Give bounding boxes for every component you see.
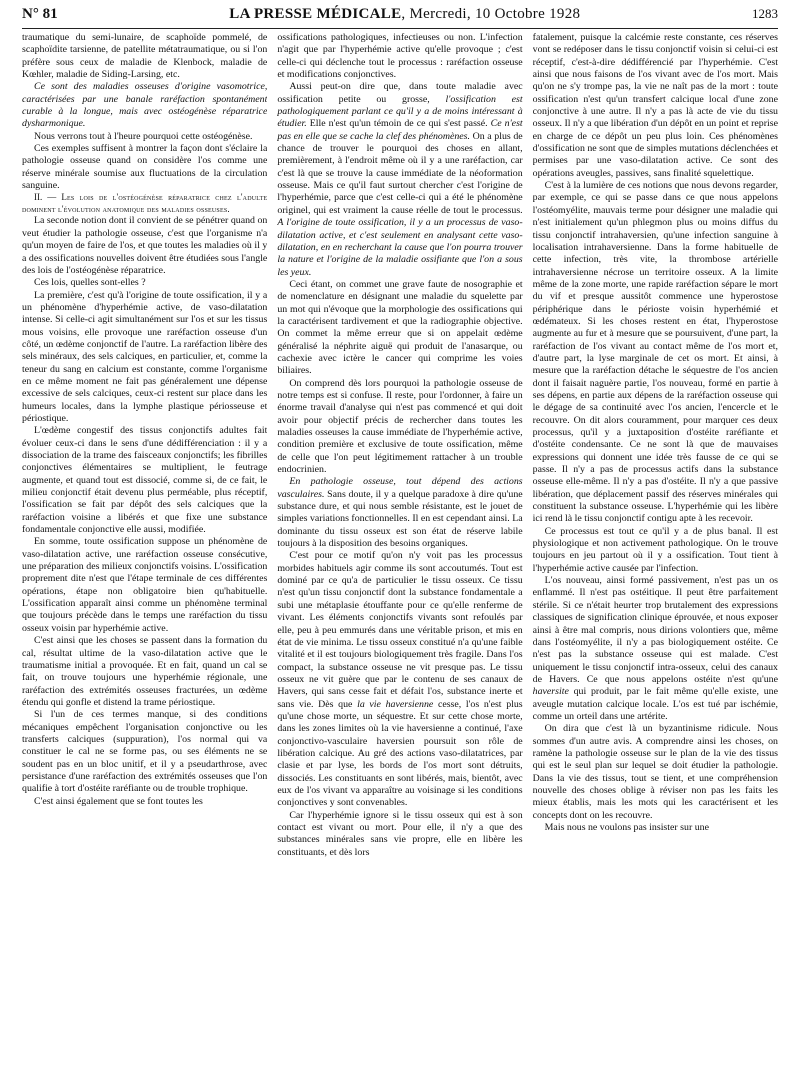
paragraph: Ce processus est tout ce qu'il y a de plus banal. Il est physiologique et non activement pathologique. On le trouve toujours en jeu partout où il y a ossification. Tout tient à l'hyperhémie active causée par l'infection.: [532, 525, 778, 574]
text-run: Elle n'est qu'un témoin de ce qui s'est passé.: [306, 118, 491, 130]
paragraph: En somme, toute ossification suppose un phénomène de vaso-dilatation active, une raréfaction osseuse consécutive, une préparation des milieux conjonctifs voisins. L'ossification proprement dite n'est que l'étape terminale de ces différentes opérations, étape non obligatoire bien qu'habituelle. L'ossification apparaît ainsi comme un phénomène terminal que toujours précède dans le temps une raréfaction du tissu osseux voisin par hyperhémie active.: [22, 536, 268, 634]
paragraph: Si l'un de ces termes manque, si des conditions mécaniques empêchent l'organisation conjonctive ou les transferts calciques (suppuration), l'os normal qui va constituer le cal ne se forme pas, ou ses éléments ne se soudent pas en un bloc unitif, et il y a pseudarthrose, avec persistance d'une raréfaction des extrémités osseuses que l'on qualifie à tort d'ostéite raréfiante ou de trouble trophique.: [22, 709, 268, 795]
paragraph: Ces exemples suffisent à montrer la façon dont s'éclaire la pathologie osseuse quand on considère l'os comme une réserve minérale soumise aux fluctuations de la circulation sanguine.: [22, 143, 268, 192]
emphasis: la vie haversienne: [357, 698, 434, 710]
paragraph: [277, 81, 522, 279]
paragraph: On comprend dès lors pourquoi la pathologie osseuse de notre temps est si confuse. Il reste, pour l'ordonner, à faire un énorme travail d'analyse qui n'est pas commencé et qui doit avoir pour objectif précis de rechercher dans toutes les maladies osseuses la cause immédiate de l'hyperhémie active, condition première et exclusive de toute ossification, même de celle que l'on peut légitimement rattacher à un trouble endocrinien.: [277, 377, 523, 476]
paragraph: La seconde notion dont il convient de se pénétrer quand on veut étudier la pathologie osseuse, c'est que l'organisme n'a qu'un moyen de faire de l'os, et que toutes les maladies où il y a des ossifications nouvelles doivent être étudiées sous l'angle des lois de l'ostéogénèse réparatrice.: [22, 215, 268, 276]
paragraph-italic: [22, 81, 267, 130]
paragraph: Ces lois, quelles sont-elles ?: [34, 277, 146, 289]
column-3: [533, 32, 778, 1082]
paragraph: L'œdème congestif des tissus conjonctifs adultes fait évoluer ceux-ci dans le sens d'une dédifférenciation : il y a dissociation de la trame des faisceaux conjonctifs; les fibrilles conjonctives élémentaires se multiplient, le feutrage augmente, et quand tout est dissocié, comme si, de ce fait, le milieu conjonctif était devenu plus perméable, plus réceptif, l'ossification se fait par dépôt des sels calciques que la raréfaction voisine a libérés et que fixe une substance fondamentale conjonctive elle aussi, modifiée.: [22, 425, 268, 536]
page-number: 1283: [752, 6, 778, 21]
paragraph: On dira que c'est là un byzantinisme ridicule. Nous sommes d'un autre avis. A comprendre ainsi les choses, on ramène la pathologie osseuse sur le plan de la vie des tissus qui est le seul plan sur lequel se doit étudier la pathologie. Dans la vie des tissus, tout se tient, et une compréhension nouvelle des choses oblige à réviser non pas les faits les mieux établis, mais les mots qui les caractérisent et les concepts dont on les recouvre.: [532, 723, 778, 821]
issue-date: Mercredi, 10 Octobre 1928: [409, 5, 581, 22]
issue-number: N° 81: [22, 5, 58, 22]
paragraph: ossifications pathologiques, infectieuses ou non. L'infection n'agit que par l'hyperhémie active qu'elle provoque ; c'est celle-ci qui déclenche tout le processus : raréfaction osseuse et modifications conjonctives.: [277, 32, 523, 81]
column-2: [277, 32, 522, 1082]
article-body: [22, 32, 778, 1082]
text-run: cesse, l'os n'est plus qu'une chose morte, un séquestre. Et sur cette chose morte, dans les zones limites où la vie haversienne a continué, l'axe conjonctivo-vasculaire haversien poursuit son rôle de libération calcique. Au gré des actions vaso-dilatatrices, par clasie et par lyse, les bords de l'os mort sont détruits, dissociés. Les constituants en sont libérés, mais, bientôt, avec eux de l'os vivant va apparaître au voisinage si les conditions conjonctives y sont convenables.: [277, 698, 523, 809]
paragraph: C'est ainsi que les choses se passent dans la formation du cal, résultat ultime de la vaso-dilatation active que le traumatisme initial a provoquée. Et en fait, quand un cal se fait, on trouve toujours une hyperhémie régionale, une raréfaction des extrémités osseuses fracturées, un œdème étendu qui gonfle et distend la trame périostique.: [22, 635, 268, 708]
emphasis: A l'origine de toute ossification, il y a un processus de vaso-dilatation active, et c'est seulement en analysant cette vaso-dilatation, en en recherchant la cause que l'on pourra trouver la nature et l'origine de la maladie ossifiante que l'on a sous les yeux.: [277, 217, 523, 278]
paragraph: [533, 575, 778, 723]
emphasis: En pathologie osseuse, tout dépend des actions vasculaires.: [277, 476, 523, 500]
emphasis: Ce n'est pas en elle que se cache la clef des phénomènes.: [277, 118, 523, 142]
paragraph: Ceci étant, on commet une grave faute de nosographie et de nomenclature en désignant une maladie du squelette par un mot qui n'évoque que la morphologie des ossifications qui la caractérisent tardivement et que la radiographie objective. On commet la même erreur que si on appelait œdème généralisé la néphrite aiguë qui produit de l'anasarque, ou cachexie avec ictère le cancer qui comprime les voies biliaires.: [277, 278, 523, 377]
paragraph: Car l'hyperhémie ignore si le tissu osseux qui est à son contact est vivant ou mort. Pour elle, il n'y a que des substances minérales sans vie propre, elle en libère les constituants, et dès lors: [277, 809, 523, 858]
text-run: Sans doute, il y a quelque paradoxe à dire qu'une substance dure, et qui nous semble résistante, est le jouet de simples variations fonctionnelles. Il en est cependant ainsi. La dominante du tissu osseux est son état de réserve labile toujours à la disposition des besoins organiques.: [277, 488, 523, 550]
paragraph: C'est ainsi également que se font toutes les: [34, 795, 203, 807]
column-1: [22, 32, 267, 1082]
paragraph: C'est à la lumière de ces notions que nous devons regarder, par exemple, ce qui se passe dans ce que nous appelons l'ostéomyélite, mauvais terme pour désigner une maladie qui n'est initialement qu'un phlegmon plus ou moins diffus du tissu conjonctif intrahaversien, qu'une infection sanguine à localisation intrahaversienne. Dans la forme habituelle de cette infection, très vite, la thrombose artérielle intrahaversienne nécrose un territoire osseux. A la limite même de la zone morte, une rapide raréfaction sépare le mort du vif et presque aussitôt commence une hyperostose périphérique dans le périoste voisin hyperhémié et œdémateux. Si les choses restent en état, l'hyperostose augmente au fur et à mesure que se poursuivent, d'une part, la raréfaction de l'os vivant au contact même de l'os mort et, d'autre part, la lyse marginale de cet os mort. Et ainsi, à mesure que la raréfaction détache le séquestre de l'os ancien dont il faisait naguère partie, l'os nouveau, formé en partie à ses dépens, en partie aux dépens de la raréfaction osseuse qui le dégage de sa continuité avec l'os ancien, l'encercle et le recouvre. On dit alors couramment, pour marquer ces deux processus, qu'il y a juxtaposition d'ostéite raréfiante et d'ostéite condensante. Ce ne sont là que de mauvaises expressions qui donnent une idée très fausse de ce qui se passe. Il n'y a pas de processus actifs dans la substance osseuse elle-même. Il n'y a pas d'ostéite. Il n'y a que passive libération, que déplacement passif des réserves minérales qui constituent la substance osseuse. L'hyperhémie qui les libère ici rend là le tissu conjonctif contigu apte à les recevoir.: [532, 180, 778, 525]
text-run: L'os nouveau, ainsi formé passivement, n'est pas un os enflammé. Il n'est pas ostéitique. Il peut être parfaitement stérile. Si ce n'était heurter trop brutalement des expressions classiques de signification clinique éprouvée, et nous exposer ainsi à être mal compris, nous dirions volontiers que, même dans l'ostéomyélite, il n'y a pas biologiquement ostéite. Ce n'est pas la substance osseuse qui est malade. C'est uniquement le tissu conjonctif intra-osseux, celui des canaux de Havers. Ce que nous appelons ostéite n'est qu'une: [532, 575, 778, 685]
paragraph: Mais nous ne voulons pas insister sur une: [544, 822, 709, 833]
section-number: II. —: [34, 192, 62, 203]
text-run: On a plus de chance de trouver le pourquoi des choses en allant, premièrement, à l'endroit même où il y a une raréfaction, car c'est là que se trouve la cause immédiate de la néoformation osseuse. Mais ce qu'il faut surtout chercher c'est l'origine de l'hyperhémie, parce que c'est celle-ci qui a été le phénomène originel, qui est vraiment la cause réelle de tout le processus.: [277, 130, 523, 216]
emphasis: l'ossification est pathologiquement parlant ce qu'il y a de moins intéressant à étudier.: [277, 93, 523, 130]
section-title: Les lois de l'ostéogénèse réparatrice chez l'adulte dominent l'évolution anatomique des maladies osseuses.: [22, 192, 268, 214]
emphasis: Ce sont des maladies osseuses d'origine vasomotrice, caractérisées par une banale raréfaction spontanément curable à la longue, mais avec ostéogénèse réparatrice dysharmonique.: [22, 81, 268, 130]
paragraph: Nous verrons tout à l'heure pourquoi cette ostéogénèse.: [34, 130, 253, 142]
journal-masthead: LA PRESSE MÉDICALE, Mercredi, 10 Octobre 1928: [229, 5, 581, 22]
paragraph: La première, c'est qu'à l'origine de toute ossification, il y a un phénomène d'hyperhémie active, de vaso-dilatation intense. Si celle-ci agit simultanément sur l'os et sur les tissus mous voisins, elle provoque une raréfaction osseuse d'un côté, un œdème conjonctif de l'autre. La raréfaction libère des sels minéraux, des sels calciques, en particulier, et, comme la teneur du sang en calcium est constante, comme l'organisme en ce même moment ne fait pas généralement une dépense excessive de sels calciques, ceux-ci restent sur place dans les humeurs locales, dans la lymphe plastique périosseuse et périostique.: [22, 289, 268, 424]
section-heading: [22, 192, 267, 215]
emphasis: haversite: [532, 686, 569, 698]
text-run: qui produit, par le fait même qu'elle existe, une aveugle mutation calcique locale. L'os est tué par ischémie, comme un orteil dans une artérite.: [532, 686, 778, 722]
text-run: C'est pour ce motif qu'on n'y voit pas les processus morbides habituels agir comme ils sont accoutumés. Tout est dominé par ce qu'a de particulier le tissu osseux. Ce tissu n'est qu'un tissu conjonctif dont la substance fondamentale a subi une métaplasie étouffante pour ce qu'elle renferme de vivant. Les éléments conjonctifs vivants sont refoulés par elle, peu à peu emmurés dans une véritable prison, et mis en état de vie minima. Le tissu osseux constitué n'a qu'une faible vitalité et il est toujours biologiquement très fragile. Dans l'os compact, la substance osseuse ne vit presque pas. Le tissu osseux ne vit guère que par le contenu de ses canaux de Havers, qui sans cesse fait et défait l'os, substance inerte et sans vie. Dès que: [277, 550, 523, 710]
running-header: [22, 0, 778, 29]
journal-title: LA PRESSE MÉDICALE: [229, 5, 402, 22]
paragraph: traumatique du semi-lunaire, de scaphoïde pommelé, de scaphoïdite tarsienne, de patellite métatraumatique, ou si l'on préfère sous ceux de maladie de Klenbock, maladie de Kœhler, maladie de Siding-Larsing, etc.: [22, 32, 268, 81]
paragraph: [277, 550, 522, 809]
paragraph: fatalement, puisque la calcémie reste constante, ces réserves vont se redéposer dans le tissu conjonctif voisin si celui-ci est réceptif, c'est-à-dire dédifférencié par l'hyperhémie. C'est ainsi que nous faisons de l'os vivant avec de l'os mort. Mais qu'on ne s'y trompe pas, la vie ne naît pas de la mort : toute ossification n'est qu'un transfert calcique local d'une zone conjonctive à une autre. Il n'y a pas là acte de vie du tissu osseux. Il n'y a que libération d'un dépôt en un point et reprise en charge de ce dépôt un peu plus loin. Ces phénomènes d'ossification ne sont que de simples mutations déclenchées et permises par une vaso-dilatation active. Ce sont des opérations aveugles, passives, sans finalité squelettique.: [532, 32, 778, 179]
text-run: Aussi peut-on dire que, dans toute maladie avec ossification petite ou grosse,: [277, 81, 523, 105]
paragraph: [277, 476, 522, 550]
